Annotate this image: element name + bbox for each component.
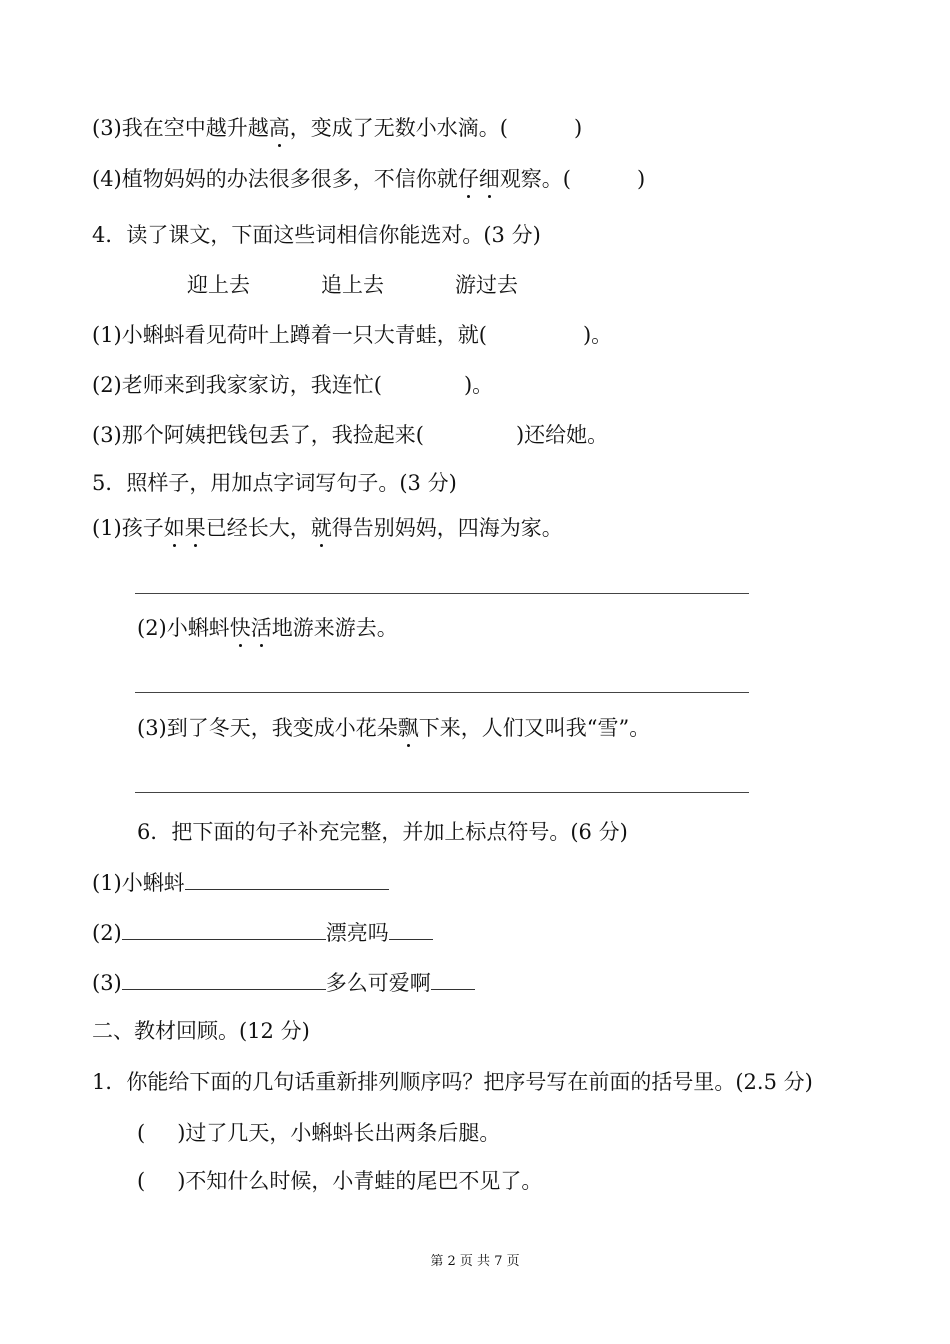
q6-title: 6．把下面的句子补充完整，并加上标点符号。(6 分)	[137, 820, 628, 844]
q6-item-3	[92, 969, 475, 997]
section-2-title: 二、教材回顾。(12 分)	[92, 1019, 310, 1043]
q4-item-3-close: )还给她。	[515, 423, 609, 447]
answer-line[interactable]	[135, 792, 749, 793]
dotted-char: 如	[163, 516, 185, 540]
q4-item-2-close: )。	[463, 373, 494, 397]
dotted-char: 细	[478, 167, 500, 191]
q5-item-1-text-a: (1)孩子	[92, 516, 164, 540]
q3-item-4-text-b: 观察。(	[499, 167, 571, 191]
paren-open: (	[137, 1169, 146, 1193]
q3-item-4-close: )	[636, 167, 646, 191]
q4-option-1: 迎上去	[187, 273, 250, 297]
fill-blank[interactable]	[122, 969, 326, 990]
q4-option-3: 游过去	[455, 273, 518, 297]
q5-item-1-text-b: 已经长大，	[205, 516, 311, 540]
q5-item-1	[92, 514, 563, 542]
q6-item-3-prefix: (3)	[92, 971, 122, 995]
q6-item-2-prefix: (2)	[92, 921, 122, 945]
dotted-char: 飘	[397, 716, 419, 740]
q3-item-4	[92, 165, 645, 193]
dotted-char: 高	[268, 116, 290, 140]
s2-q1-item-1-text: )过了几天，小蝌蚪长出两条后腿。	[177, 1121, 501, 1145]
q5-item-3-text-b: 下来，人们又叫我“雪”。	[418, 716, 651, 740]
q6-item-3-mid: 多么可爱啊	[325, 971, 431, 995]
q5-item-1-text-c: 得告别妈妈，四海为家。	[331, 516, 563, 540]
q3-item-3-text-a: (3)我在空中越升越	[92, 116, 269, 140]
q4-item-3	[92, 421, 608, 449]
punctuation-blank[interactable]	[389, 919, 433, 940]
q6-item-2	[92, 919, 433, 947]
dotted-char: 仔	[457, 167, 479, 191]
answer-line[interactable]	[135, 692, 749, 693]
q5-item-3-text-a: (3)到了冬天，我变成小花朵	[137, 716, 398, 740]
q3-item-3	[92, 114, 582, 142]
punctuation-blank[interactable]	[431, 969, 475, 990]
s2-q1-title: 1．你能给下面的几句话重新排列顺序吗？把序号写在前面的括号里。(2.5 分)	[92, 1070, 813, 1094]
q4-item-2	[92, 371, 493, 399]
q4-title: 4．读了课文，下面这些词相信你能选对。(3 分)	[92, 223, 541, 247]
dotted-char: 活	[250, 616, 272, 640]
q4-item-1-text: (1)小蝌蚪看见荷叶上蹲着一只大青蛙，就(	[92, 323, 487, 347]
q4-item-2-text: (2)老师来到我家家访，我连忙(	[92, 373, 382, 397]
dotted-char: 快	[229, 616, 251, 640]
fill-blank[interactable]	[185, 869, 389, 890]
q6-item-1	[92, 869, 389, 897]
q6-item-2-mid: 漂亮吗	[325, 921, 389, 945]
q3-item-3-close: )	[573, 116, 583, 140]
s2-q1-item-2	[137, 1167, 542, 1195]
q5-item-2-text-a: (2)小蝌蚪	[137, 616, 230, 640]
s2-q1-item-1	[137, 1119, 500, 1147]
q5-item-2	[137, 614, 398, 642]
q4-item-1-close: )。	[582, 323, 613, 347]
s2-q1-item-2-text: )不知什么时候，小青蛙的尾巴不见了。	[177, 1169, 543, 1193]
dotted-char: 果	[184, 516, 206, 540]
answer-line[interactable]	[135, 593, 749, 594]
paren-open: (	[137, 1121, 146, 1145]
q4-item-3-text: (3)那个阿姨把钱包丢了，我捡起来(	[92, 423, 424, 447]
q3-item-3-text-b: ，变成了无数小水滴。(	[289, 116, 508, 140]
q5-item-3	[137, 714, 650, 742]
q6-item-1-prefix: (1)小蝌蚪	[92, 871, 185, 895]
q5-item-2-text-b: 地游来游去。	[271, 616, 398, 640]
q4-item-1	[92, 321, 612, 349]
page-footer: 第 2 页 共 7 页	[430, 1254, 520, 1269]
q4-option-2: 追上去	[321, 273, 384, 297]
fill-blank[interactable]	[122, 919, 326, 940]
dotted-char: 就	[310, 516, 332, 540]
q5-title: 5．照样子，用加点字词写句子。(3 分)	[92, 471, 457, 495]
q3-item-4-text-a: (4)植物妈妈的办法很多很多，不信你就	[92, 167, 458, 191]
